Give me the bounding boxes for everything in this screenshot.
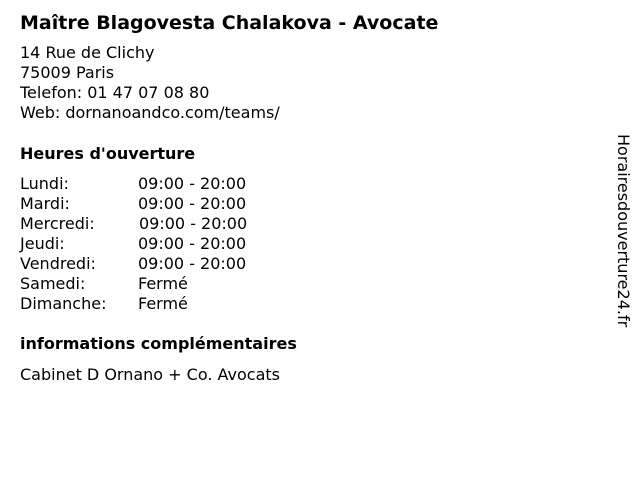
contact-block xyxy=(20,43,280,123)
time-value: 09:00 - 20:00 xyxy=(138,194,247,213)
time-value: Fermé xyxy=(138,294,188,313)
address-street: 14 Rue de Clichy xyxy=(20,43,155,62)
time-value: 09:00 - 20:00 xyxy=(138,174,247,193)
time-value: 09:00 - 20:00 xyxy=(139,214,248,233)
info-heading: informations complémentaires xyxy=(20,334,297,353)
address-city: 75009 Paris xyxy=(20,63,115,82)
hours-row-monday xyxy=(20,174,320,194)
info-text: Cabinet D Ornano + Co. Avocats xyxy=(20,365,280,384)
day-label: Mercredi: xyxy=(20,214,95,233)
day-label: Lundi: xyxy=(20,174,69,193)
hours-row-wednesday xyxy=(20,214,320,234)
time-value: 09:00 - 20:00 xyxy=(138,254,247,273)
website-link[interactable]: Web: dornanoandco.com/teams/ xyxy=(20,103,280,122)
day-label: Mardi: xyxy=(20,194,70,213)
hours-row-sunday xyxy=(20,294,320,314)
site-watermark: Horairesdouverture24.fr xyxy=(614,134,633,328)
hours-row-saturday xyxy=(20,274,320,294)
hours-row-friday xyxy=(20,254,320,274)
day-label: Samedi: xyxy=(20,274,86,293)
day-label: Vendredi: xyxy=(20,254,96,273)
page-title: Maître Blagovesta Chalakova - Avocate xyxy=(20,12,439,34)
hours-table xyxy=(20,174,320,314)
day-label: Dimanche: xyxy=(20,294,107,313)
hours-row-tuesday xyxy=(20,194,320,214)
time-value: Fermé xyxy=(138,274,188,293)
hours-row-thursday xyxy=(20,234,320,254)
hours-heading: Heures d'ouverture xyxy=(20,144,196,163)
phone-number: Telefon: 01 47 07 08 80 xyxy=(20,83,210,102)
time-value: 09:00 - 20:00 xyxy=(138,234,247,253)
day-label: Jeudi: xyxy=(20,234,65,253)
